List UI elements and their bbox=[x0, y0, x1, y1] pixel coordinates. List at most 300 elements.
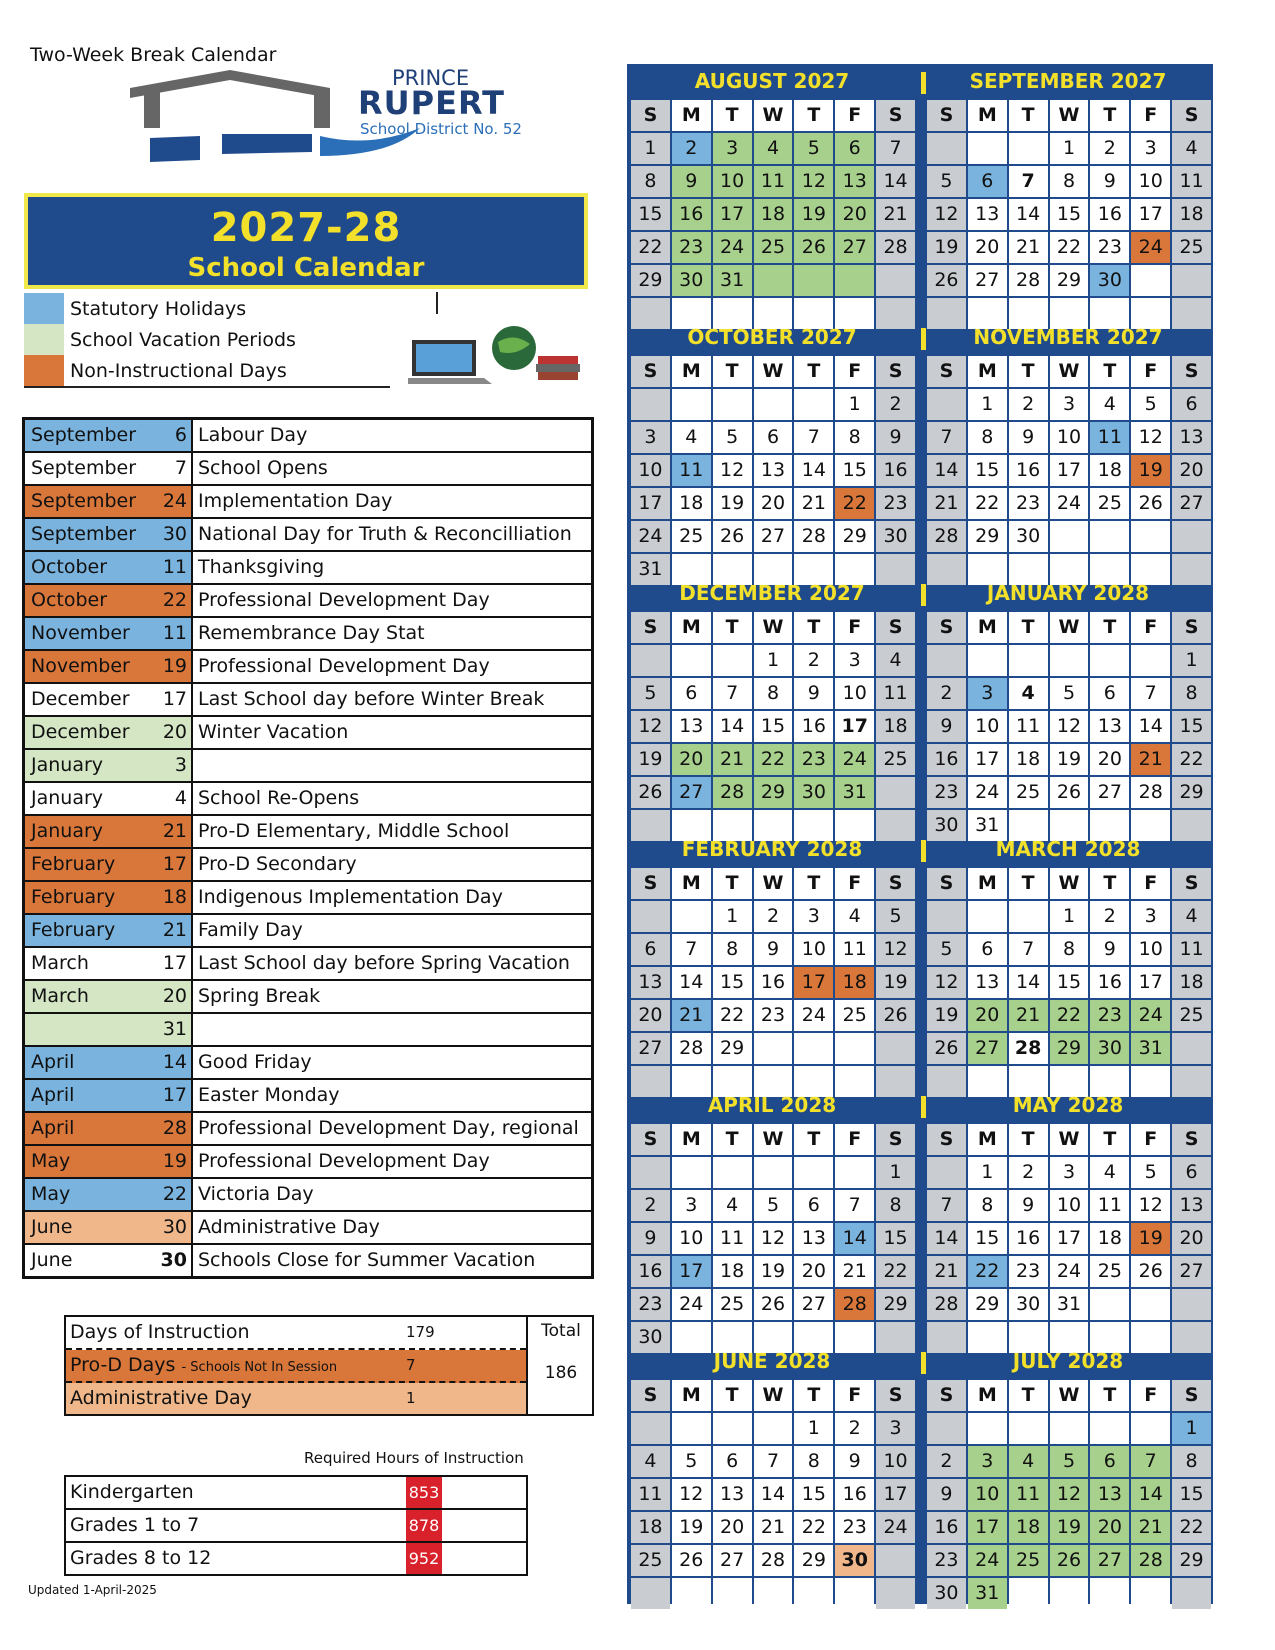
calendar-day: 30 bbox=[927, 810, 966, 841]
calendar-day: 22 bbox=[1172, 744, 1211, 775]
calendar-day: 9 bbox=[1009, 422, 1048, 453]
calendar-day: 7 bbox=[1009, 934, 1048, 965]
key-date-description: School Re-Opens bbox=[198, 787, 360, 809]
calendar-day: 6 bbox=[968, 934, 1007, 965]
key-date-row bbox=[25, 684, 591, 717]
calendar-day: 11 bbox=[754, 166, 793, 197]
weekday-header: W bbox=[754, 100, 793, 131]
weekday-header: F bbox=[835, 612, 874, 643]
calendar-day: 4 bbox=[713, 1190, 752, 1221]
admin-day-row bbox=[66, 1383, 526, 1414]
calendar-day: 19 bbox=[1050, 1512, 1089, 1543]
calendar-day: 1 bbox=[1172, 1413, 1211, 1444]
calendar-empty-cell bbox=[713, 645, 752, 676]
calendar-day: 16 bbox=[1090, 199, 1129, 230]
logo-line3: School District No. 52 bbox=[360, 120, 522, 138]
calendar-day: 17 bbox=[876, 1479, 915, 1510]
days-instruction-row bbox=[66, 1317, 526, 1350]
calendar-day: 19 bbox=[713, 488, 752, 519]
calendar-empty-cell bbox=[794, 265, 833, 296]
weekday-header: F bbox=[1131, 356, 1170, 387]
calendar-day: 27 bbox=[1090, 1545, 1129, 1576]
calendar-day: 7 bbox=[927, 422, 966, 453]
weekday-header: F bbox=[1131, 100, 1170, 131]
key-date-row bbox=[25, 750, 591, 783]
calendar-empty-cell bbox=[968, 901, 1007, 932]
key-date-day: 11 bbox=[153, 552, 193, 583]
calendar-day: 21 bbox=[1009, 232, 1048, 263]
weekday-header: F bbox=[835, 868, 874, 899]
calendar-day: 10 bbox=[672, 1223, 711, 1254]
key-date-day: 4 bbox=[153, 783, 193, 814]
calendar-day: 9 bbox=[631, 1223, 670, 1254]
calendar-day: 13 bbox=[631, 967, 670, 998]
calendar-day: 3 bbox=[1131, 133, 1170, 164]
key-date-day: 20 bbox=[153, 717, 193, 748]
calendar-day: 23 bbox=[631, 1289, 670, 1320]
calendar-day: 26 bbox=[927, 265, 966, 296]
calendar-day: 16 bbox=[794, 711, 833, 742]
weekday-header: T bbox=[1090, 868, 1129, 899]
weekday-header: S bbox=[876, 100, 915, 131]
weekday-header: M bbox=[968, 868, 1007, 899]
required-hours-row bbox=[66, 1543, 526, 1574]
weekday-header: T bbox=[794, 868, 833, 899]
calendar-day: 17 bbox=[1050, 455, 1089, 486]
calendar-day: 4 bbox=[1172, 901, 1211, 932]
calendar-day: 24 bbox=[631, 521, 670, 552]
required-hours-value: 952 bbox=[406, 1543, 442, 1574]
month-block bbox=[627, 576, 917, 831]
calendar-day: 24 bbox=[968, 777, 1007, 808]
key-date-day: 17 bbox=[153, 684, 193, 715]
calendar-day: 17 bbox=[1050, 1223, 1089, 1254]
key-date-row bbox=[25, 1014, 591, 1047]
calendar-empty-cell bbox=[672, 645, 711, 676]
weekday-header: W bbox=[754, 356, 793, 387]
calendar-day: 1 bbox=[1172, 645, 1211, 676]
key-date-row bbox=[25, 1179, 591, 1212]
weekday-header: S bbox=[927, 1380, 966, 1411]
weekday-header: T bbox=[1009, 868, 1048, 899]
calendar-day: 17 bbox=[835, 711, 874, 742]
calendar-day: 10 bbox=[713, 166, 752, 197]
key-date-row bbox=[25, 1080, 591, 1113]
key-date-day: 30 bbox=[153, 1245, 193, 1276]
key-date-row bbox=[25, 585, 591, 618]
month-title: AUGUST 2027 bbox=[694, 69, 850, 93]
weekday-header: S bbox=[927, 356, 966, 387]
key-date-month: February bbox=[25, 915, 153, 946]
calendar-day: 25 bbox=[835, 1000, 874, 1031]
calendar-day: 3 bbox=[631, 422, 670, 453]
weekday-header: F bbox=[835, 1124, 874, 1155]
calendar-empty-cell bbox=[1090, 1413, 1129, 1444]
calendar-day: 26 bbox=[1131, 1256, 1170, 1287]
calendar-day: 13 bbox=[968, 199, 1007, 230]
calendar-empty-cell bbox=[1050, 521, 1089, 552]
calendar-day: 7 bbox=[754, 1446, 793, 1477]
key-date-row bbox=[25, 552, 591, 585]
calendar-day: 10 bbox=[968, 1479, 1007, 1510]
calendar-empty-cell bbox=[754, 1033, 793, 1064]
weekday-header: F bbox=[835, 1380, 874, 1411]
month-block bbox=[627, 1088, 917, 1348]
key-date-description: School Opens bbox=[198, 457, 328, 479]
weekday-header: T bbox=[1090, 1124, 1129, 1155]
weekday-header: T bbox=[713, 612, 752, 643]
calendar-day: 31 bbox=[713, 265, 752, 296]
calendar-empty-cell bbox=[1131, 1289, 1170, 1320]
calendar-day: 10 bbox=[835, 678, 874, 709]
calendar-day: 25 bbox=[1172, 232, 1211, 263]
key-date-row bbox=[25, 1047, 591, 1080]
calendar-day: 1 bbox=[794, 1413, 833, 1444]
calendar-empty-cell bbox=[876, 1033, 915, 1064]
calendar-day: 16 bbox=[927, 1512, 966, 1543]
month-grid bbox=[631, 868, 915, 1097]
calendar-day: 20 bbox=[1172, 455, 1211, 486]
calendar-day: 16 bbox=[835, 1479, 874, 1510]
key-date-month: June bbox=[25, 1245, 153, 1276]
calendar-day: 6 bbox=[1090, 678, 1129, 709]
calendar-day: 5 bbox=[1131, 1157, 1170, 1188]
calendar-empty-cell bbox=[1050, 1413, 1089, 1444]
calendar-day: 23 bbox=[754, 1000, 793, 1031]
calendar-empty-cell bbox=[631, 1413, 670, 1444]
weekday-header: T bbox=[713, 100, 752, 131]
legend-swatch bbox=[24, 293, 64, 324]
month-grid bbox=[631, 1380, 915, 1609]
month-grid bbox=[631, 356, 915, 585]
calendar-day: 8 bbox=[876, 1190, 915, 1221]
key-date-month: April bbox=[25, 1047, 153, 1078]
calendar-day: 10 bbox=[968, 711, 1007, 742]
calendar-day: 21 bbox=[927, 488, 966, 519]
weekday-header: S bbox=[876, 612, 915, 643]
key-date-day: 17 bbox=[153, 1080, 193, 1111]
calendar-day: 8 bbox=[1172, 678, 1211, 709]
logo-line1: PRINCE bbox=[392, 66, 470, 90]
calendar-day: 27 bbox=[672, 777, 711, 808]
calendar-day: 31 bbox=[968, 810, 1007, 841]
calendar-day: 19 bbox=[631, 744, 670, 775]
calendar-day: 16 bbox=[1009, 455, 1048, 486]
legend-swatch bbox=[24, 324, 64, 355]
weekday-header: M bbox=[672, 1124, 711, 1155]
required-hours-caption: Required Hours of Instruction bbox=[304, 1449, 524, 1467]
legend-label: School Vacation Periods bbox=[70, 328, 296, 351]
key-date-month: January bbox=[25, 750, 153, 781]
calendar-day: 13 bbox=[672, 711, 711, 742]
calendar-empty-cell bbox=[1090, 521, 1129, 552]
calendar-day: 7 bbox=[713, 678, 752, 709]
calendar-empty-cell bbox=[927, 1413, 966, 1444]
key-date-description: Victoria Day bbox=[198, 1183, 314, 1205]
calendar-day: 24 bbox=[794, 1000, 833, 1031]
calendar-empty-cell bbox=[927, 133, 966, 164]
weekday-header: T bbox=[1090, 1380, 1129, 1411]
month-title: SEPTEMBER 2027 bbox=[969, 69, 1167, 93]
calendar-day: 29 bbox=[968, 1289, 1007, 1320]
calendar-empty-cell bbox=[1131, 1578, 1170, 1609]
calendar-day: 24 bbox=[876, 1512, 915, 1543]
calendar-day: 29 bbox=[1172, 1545, 1211, 1576]
calendar-day: 5 bbox=[1050, 678, 1089, 709]
calendar-day: 10 bbox=[1050, 1190, 1089, 1221]
key-date-description: Implementation Day bbox=[198, 490, 393, 512]
calendar-day: 5 bbox=[754, 1190, 793, 1221]
calendar-day: 1 bbox=[1050, 133, 1089, 164]
calendar-day: 25 bbox=[1090, 1256, 1129, 1287]
month-grid bbox=[631, 1124, 915, 1353]
required-hours-label: Grades 1 to 7 bbox=[70, 1514, 200, 1536]
calendar-day: 22 bbox=[631, 232, 670, 263]
calendar-day: 6 bbox=[1172, 389, 1211, 420]
key-date-description: Spring Break bbox=[198, 985, 321, 1007]
calendar-day: 20 bbox=[794, 1256, 833, 1287]
weekday-header: F bbox=[1131, 1380, 1170, 1411]
weekday-header: T bbox=[713, 868, 752, 899]
calendar-day: 12 bbox=[927, 967, 966, 998]
key-date-day: 21 bbox=[153, 816, 193, 847]
legend-label: Non-Instructional Days bbox=[70, 359, 287, 382]
month-grid bbox=[631, 612, 915, 841]
calendar-day: 28 bbox=[927, 1289, 966, 1320]
calendar-day: 8 bbox=[754, 678, 793, 709]
key-date-row bbox=[25, 882, 591, 915]
calendar-day: 12 bbox=[754, 1223, 793, 1254]
calendar-empty-cell bbox=[835, 1157, 874, 1188]
month-block bbox=[923, 64, 1213, 319]
calendar-day: 18 bbox=[1009, 1512, 1048, 1543]
calendar-day: 3 bbox=[713, 133, 752, 164]
calendar-day: 2 bbox=[1090, 133, 1129, 164]
calendar-day: 15 bbox=[1050, 199, 1089, 230]
calendar-day: 11 bbox=[1090, 422, 1129, 453]
calendar-day: 24 bbox=[1050, 1256, 1089, 1287]
calendar-day: 17 bbox=[631, 488, 670, 519]
calendar-day: 6 bbox=[1090, 1446, 1129, 1477]
calendar-day: 23 bbox=[672, 232, 711, 263]
calendar-day: 6 bbox=[672, 678, 711, 709]
calendar-empty-cell bbox=[794, 1033, 833, 1064]
weekday-header: T bbox=[794, 612, 833, 643]
month-block bbox=[923, 1088, 1213, 1343]
calendar-day: 21 bbox=[794, 488, 833, 519]
calendar-empty-cell bbox=[713, 1413, 752, 1444]
key-date-row bbox=[25, 1146, 591, 1179]
calendar-day: 1 bbox=[754, 645, 793, 676]
calendar-day: 3 bbox=[1050, 389, 1089, 420]
weekday-header: M bbox=[968, 1380, 1007, 1411]
calendar-day: 10 bbox=[1131, 166, 1170, 197]
calendar-day: 11 bbox=[713, 1223, 752, 1254]
month-block bbox=[923, 576, 1213, 836]
weekday-header: M bbox=[672, 612, 711, 643]
calendar-day: 27 bbox=[1172, 488, 1211, 519]
month-separator-bar bbox=[921, 328, 926, 350]
calendar-day: 5 bbox=[672, 1446, 711, 1477]
month-grid bbox=[927, 1380, 1211, 1609]
key-date-row bbox=[25, 453, 591, 486]
calendar-day: 10 bbox=[1131, 934, 1170, 965]
calendar-day: 14 bbox=[1009, 199, 1048, 230]
calendar-day: 17 bbox=[794, 967, 833, 998]
calendar-day: 9 bbox=[927, 711, 966, 742]
calendar-day: 2 bbox=[1009, 1157, 1048, 1188]
weekday-header: W bbox=[754, 612, 793, 643]
calendar-day: 21 bbox=[713, 744, 752, 775]
calendar-day: 24 bbox=[713, 232, 752, 263]
calendar-empty-cell bbox=[835, 1578, 874, 1609]
calendar-day: 19 bbox=[1131, 1223, 1170, 1254]
calendar-day: 2 bbox=[835, 1413, 874, 1444]
calendar-day: 10 bbox=[794, 934, 833, 965]
calendar-day: 5 bbox=[631, 678, 670, 709]
calendar-day: 24 bbox=[1131, 1000, 1170, 1031]
logo-line2: RUPERT bbox=[358, 84, 505, 122]
key-date-day: 17 bbox=[153, 849, 193, 880]
calendar-day: 22 bbox=[1050, 232, 1089, 263]
calendar-day: 14 bbox=[672, 967, 711, 998]
admin-day-label: Administrative Day bbox=[70, 1387, 252, 1409]
calendar-day: 25 bbox=[1009, 1545, 1048, 1576]
calendar-day: 19 bbox=[794, 199, 833, 230]
calendar-day: 19 bbox=[754, 1256, 793, 1287]
calendar-empty-cell bbox=[754, 1413, 793, 1444]
month-block bbox=[923, 832, 1213, 1087]
calendar-day: 7 bbox=[1131, 1446, 1170, 1477]
key-date-description: Thanksgiving bbox=[198, 556, 325, 578]
calendar-day: 27 bbox=[713, 1545, 752, 1576]
calendar-empty-cell bbox=[631, 901, 670, 932]
calendar-day: 12 bbox=[794, 166, 833, 197]
calendar-day: 30 bbox=[927, 1578, 966, 1609]
calendar-day: 20 bbox=[968, 1000, 1007, 1031]
key-date-day: 30 bbox=[153, 519, 193, 550]
weekday-header: T bbox=[1090, 100, 1129, 131]
calendar-day: 11 bbox=[835, 934, 874, 965]
calendar-day: 18 bbox=[631, 1512, 670, 1543]
calendar-day: 7 bbox=[1131, 678, 1170, 709]
key-date-row bbox=[25, 1113, 591, 1146]
calendar-day: 15 bbox=[631, 199, 670, 230]
calendar-day: 30 bbox=[1090, 265, 1129, 296]
key-date-day: 6 bbox=[153, 420, 193, 451]
calendar-empty-cell bbox=[754, 389, 793, 420]
weekday-header: M bbox=[968, 356, 1007, 387]
calendar-empty-cell bbox=[1009, 1578, 1048, 1609]
required-hours-row bbox=[66, 1510, 526, 1543]
calendar-day: 28 bbox=[1009, 265, 1048, 296]
calendar-day: 7 bbox=[1009, 166, 1048, 197]
calendar-day: 26 bbox=[672, 1545, 711, 1576]
calendar-day: 6 bbox=[968, 166, 1007, 197]
calendar-day: 9 bbox=[754, 934, 793, 965]
calendar-day: 24 bbox=[1131, 232, 1170, 263]
calendar-day: 17 bbox=[672, 1256, 711, 1287]
calendar-day: 7 bbox=[876, 133, 915, 164]
legend-item-noninstructional bbox=[24, 355, 394, 386]
month-block bbox=[923, 1344, 1213, 1604]
key-date-row bbox=[25, 849, 591, 882]
calendar-empty-cell bbox=[1009, 133, 1048, 164]
calendar-day: 25 bbox=[754, 232, 793, 263]
calendar-day: 23 bbox=[1090, 1000, 1129, 1031]
calendar-day: 28 bbox=[713, 777, 752, 808]
calendar-day: 29 bbox=[754, 777, 793, 808]
month-block bbox=[627, 64, 917, 319]
calendar-day: 2 bbox=[876, 389, 915, 420]
calendar-day: 26 bbox=[794, 232, 833, 263]
key-date-description: Pro-D Elementary, Middle School bbox=[198, 820, 510, 842]
weekday-header: F bbox=[1131, 1124, 1170, 1155]
calendar-day: 14 bbox=[927, 455, 966, 486]
calendar-empty-cell bbox=[672, 389, 711, 420]
calendar-empty-cell bbox=[631, 645, 670, 676]
month-grid bbox=[927, 1124, 1211, 1353]
calendar-day: 8 bbox=[1050, 934, 1089, 965]
calendar-empty-cell bbox=[794, 1578, 833, 1609]
weekday-header: S bbox=[1172, 1380, 1211, 1411]
calendar-day: 29 bbox=[835, 521, 874, 552]
calendar-empty-cell bbox=[1050, 645, 1089, 676]
month-block bbox=[627, 832, 917, 1087]
calendar-day: 12 bbox=[713, 455, 752, 486]
calendar-day: 21 bbox=[835, 1256, 874, 1287]
calendar-day: 15 bbox=[876, 1223, 915, 1254]
weekday-header: S bbox=[631, 100, 670, 131]
calendar-empty-cell bbox=[1172, 1289, 1211, 1320]
calendar-empty-cell bbox=[672, 1413, 711, 1444]
calendar-day: 5 bbox=[927, 934, 966, 965]
weekday-header: T bbox=[1009, 1380, 1048, 1411]
calendar-day: 19 bbox=[876, 967, 915, 998]
key-date-day: 20 bbox=[153, 981, 193, 1012]
key-date-day: 22 bbox=[153, 1179, 193, 1210]
calendar-day: 12 bbox=[631, 711, 670, 742]
document-heading: Two-Week Break Calendar bbox=[30, 44, 277, 66]
calendar-day: 14 bbox=[876, 166, 915, 197]
calendar-day: 31 bbox=[631, 554, 670, 585]
month-separator-bar bbox=[921, 584, 926, 606]
key-date-row bbox=[25, 816, 591, 849]
key-date-description: Pro-D Secondary bbox=[198, 853, 357, 875]
calendar-day: 29 bbox=[794, 1545, 833, 1576]
calendar-day: 3 bbox=[835, 645, 874, 676]
calendar-day: 30 bbox=[631, 1322, 670, 1353]
key-date-month: April bbox=[25, 1113, 153, 1144]
prod-days-label: Pro-D Days bbox=[70, 1354, 176, 1376]
calendar-day: 31 bbox=[1050, 1289, 1089, 1320]
month-grid bbox=[631, 100, 915, 329]
key-date-month: September bbox=[25, 519, 153, 550]
key-date-month: January bbox=[25, 783, 153, 814]
weekday-header: S bbox=[1172, 100, 1211, 131]
calendar-day: 1 bbox=[1050, 901, 1089, 932]
calendar-day: 28 bbox=[835, 1289, 874, 1320]
total-label: Total bbox=[541, 1321, 581, 1341]
key-dates-table bbox=[22, 417, 594, 1279]
weekday-header: S bbox=[631, 356, 670, 387]
calendar-day: 13 bbox=[835, 166, 874, 197]
weekday-header: M bbox=[672, 356, 711, 387]
calendar-day: 31 bbox=[1131, 1033, 1170, 1064]
calendar-day: 2 bbox=[927, 678, 966, 709]
weekday-header: S bbox=[1172, 356, 1211, 387]
calendar-day: 26 bbox=[713, 521, 752, 552]
